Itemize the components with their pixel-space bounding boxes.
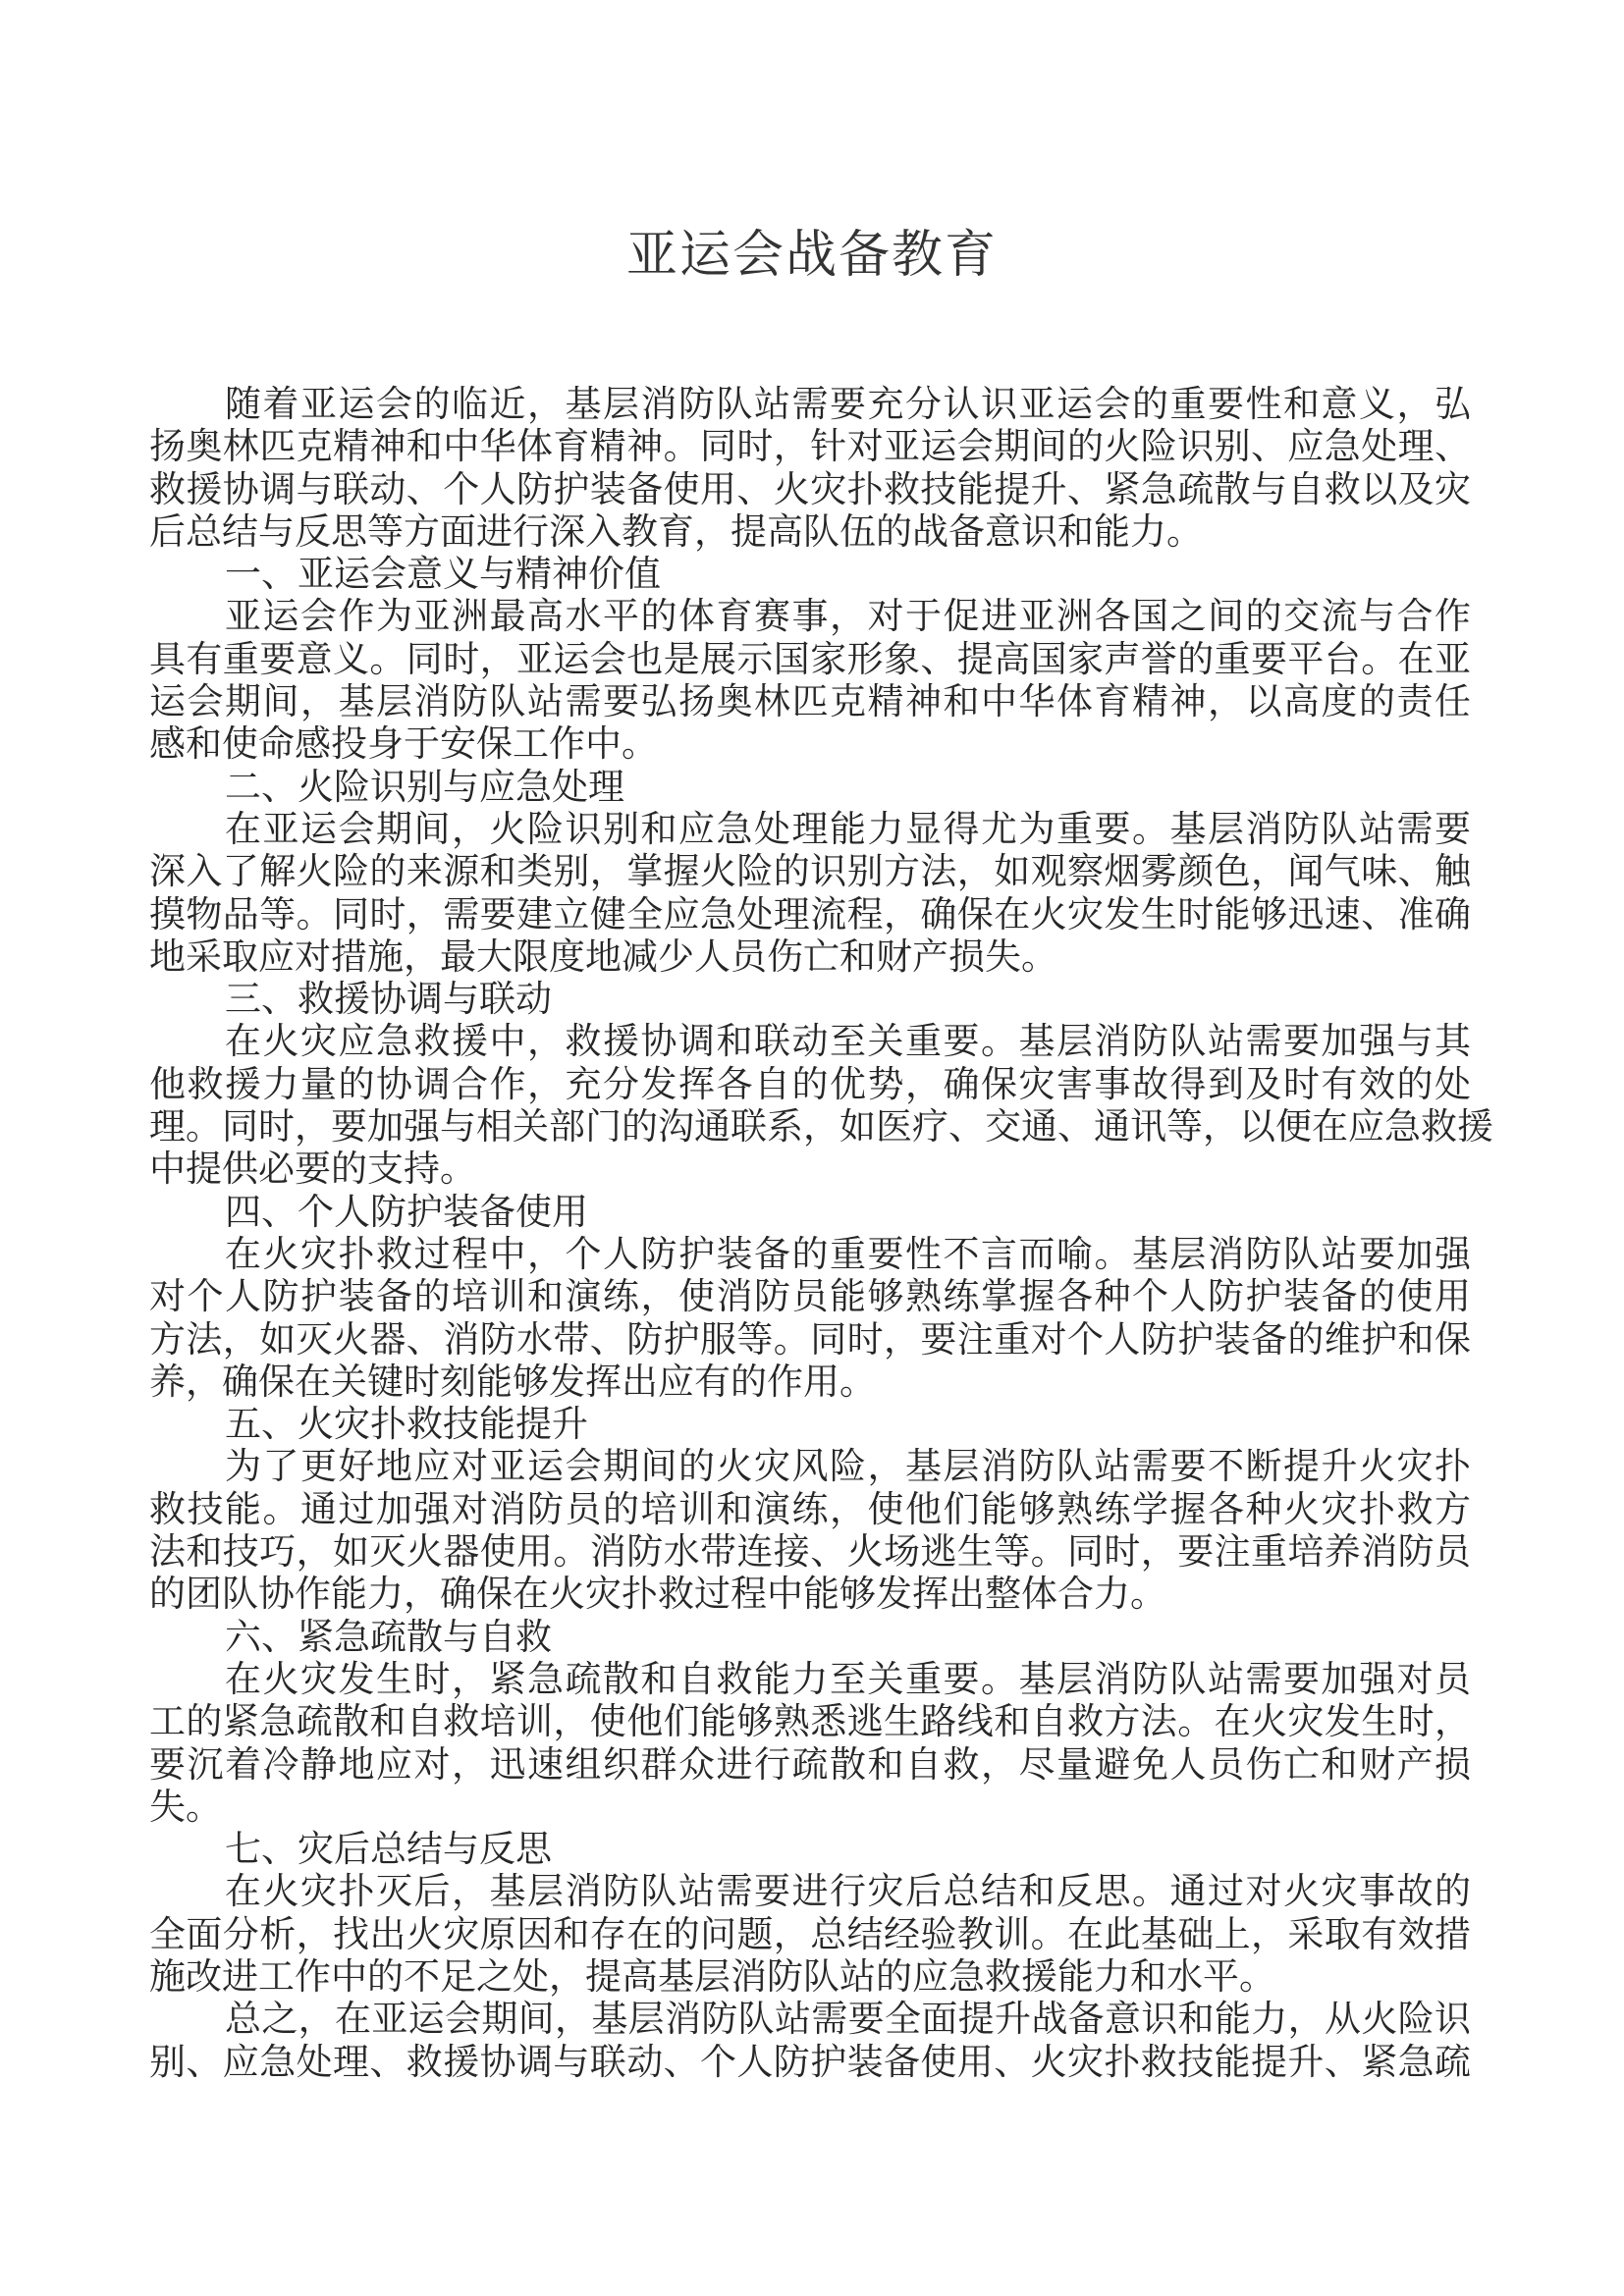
- text-line: 中提供必要的支持。: [149, 1148, 476, 1191]
- paragraph: [149, 1233, 1471, 1403]
- section-heading: [149, 1191, 1471, 1233]
- text-line: 工的紧急疏散和自救培训，使他们能够熟悉逃生路线和自救方法。在火灾发生时，: [149, 1700, 1471, 1743]
- text-line: 后总结与反思等方面进行深入教育，提高队伍的战备意识和能力。: [149, 509, 1203, 553]
- document-title: 亚运会战备教育: [625, 227, 998, 284]
- paragraph: [149, 1870, 1471, 1998]
- text-line: 地采取应对措施，最大限度地减少人员伤亡和财产损失。: [149, 934, 1057, 978]
- text-line: 救技能。通过加强对消防员的培训和演练，使他们能够熟练学握各种火灾扑救方: [149, 1487, 1471, 1530]
- paragraph: [149, 1445, 1471, 1615]
- section-heading: [149, 553, 1471, 595]
- heading-text: 五、火灾扑救技能提升: [225, 1403, 588, 1446]
- text-line: 感和使命感投身于安保工作中。: [149, 722, 658, 766]
- text-line: 总之，在亚运会期间，基层消防队站需要全面提升战备意识和能力，从火险识: [225, 1998, 1471, 2041]
- text-line: 养，确保在关键时刻能够发挥出应有的作用。: [149, 1360, 876, 1403]
- text-line: 在火灾扑灭后，基层消防队站需要进行灾后总结和反思。通过对火灾事故的: [225, 1870, 1471, 1913]
- paragraph: [149, 808, 1471, 978]
- text-line: 在亚运会期间，火险识别和应急处理能力显得尤为重要。基层消防队站需要: [225, 807, 1471, 850]
- heading-text: 一、亚运会意义与精神价值: [225, 553, 661, 596]
- text-line: 摸物品等。同时，需要建立健全应急处理流程，确保在火灾发生时能够迅速、准确: [149, 892, 1471, 935]
- heading-text: 六、紧急疏散与自救: [225, 1615, 552, 1658]
- text-line: 随着亚运会的临近，基层消防队站需要充分认识亚运会的重要性和意义，弘: [225, 383, 1471, 425]
- text-line: 对个人防护装备的培训和演练，使消防员能够熟练掌握各种个人防护装备的使用: [149, 1275, 1471, 1318]
- text-line: 在火灾发生时，紧急疏散和自救能力至关重要。基层消防队站需要加强对员: [225, 1657, 1471, 1700]
- text-line: 方法，如灭火器、消防水带、防护服等。同时，要注重对个人防护装备的维护和保: [149, 1317, 1471, 1361]
- text-line: 他救援力量的协调合作，充分发挥各自的优势，确保灾害事故得到及时有效的处: [149, 1062, 1471, 1105]
- section-heading: [149, 978, 1471, 1020]
- section-heading: [149, 1828, 1471, 1870]
- text-line: 要沉着冷静地应对，迅速组织群众进行疏散和自救，尽量避免人员伤亡和财产损: [149, 1742, 1471, 1786]
- text-line: 理。同时，要加强与相关部门的沟通联系，如医疗、交通、通讯等，以便在应急救援: [149, 1105, 1493, 1148]
- text-line: 施改进工作中的不足之处，提高基层消防队站的应急救援能力和水平。: [149, 1954, 1275, 1998]
- section-heading: [149, 766, 1471, 808]
- paragraph: [149, 1658, 1471, 1828]
- text-line: 在火灾应急救援中，救援协调和联动至关重要。基层消防队站需要加强与其: [225, 1020, 1471, 1063]
- text-line: 亚运会作为亚洲最高水平的体育赛事，对于促进亚洲各国之间的交流与合作: [225, 595, 1471, 638]
- document-body: [149, 383, 1493, 2083]
- text-line: 全面分析，找出火灾原因和存在的问题，总结经验教训。在此基础上，采取有效措: [149, 1912, 1471, 1955]
- text-line: 的团队协作能力，确保在火灾扑救过程中能够发挥出整体合力。: [149, 1573, 1166, 1616]
- heading-text: 七、灾后总结与反思: [225, 1828, 552, 1871]
- text-line: 在火灾扑救过程中，个人防护装备的重要性不言而喻。基层消防队站要加强: [225, 1232, 1471, 1275]
- text-line: 法和技巧，如灭火器使用。消防水带连接、火场逃生等。同时，要注重培养消防员: [149, 1530, 1471, 1574]
- text-line: 具有重要意义。同时，亚运会也是展示国家形象、提高国家声誉的重要平台。在亚: [149, 637, 1471, 680]
- paragraph: [149, 1998, 1471, 2083]
- heading-text: 四、个人防护装备使用: [225, 1190, 588, 1233]
- heading-text: 三、救援协调与联动: [225, 978, 552, 1021]
- paragraph: [149, 383, 1471, 553]
- heading-text: 二、火险识别与应急处理: [225, 765, 624, 808]
- text-line: 扬奥林匹克精神和中华体育精神。同时，针对亚运会期间的火险识别、应急处理、: [149, 425, 1471, 468]
- text-line: 救援协调与联动、个人防护装备使用、火灾扑救技能提升、紧急疏散与自救以及灾: [149, 467, 1471, 510]
- section-heading: [149, 1403, 1471, 1445]
- paragraph: [149, 1020, 1493, 1191]
- text-line: 别、应急处理、救援协调与联动、个人防护装备使用、火灾扑救技能提升、紧急疏: [149, 2040, 1471, 2083]
- text-line: 深入了解火险的来源和类别，掌握火险的识别方法，如观察烟雾颜色，闻气味、触: [149, 850, 1471, 893]
- section-heading: [149, 1616, 1471, 1658]
- text-line: 运会期间，基层消防队站需要弘扬奥林匹克精神和中华体育精神，以高度的责任: [149, 680, 1471, 723]
- text-line: 失。: [149, 1785, 222, 1828]
- text-line: 为了更好地应对亚运会期间的火灾风险，基层消防队站需要不断提升火灾扑: [225, 1445, 1471, 1488]
- paragraph: [149, 595, 1471, 765]
